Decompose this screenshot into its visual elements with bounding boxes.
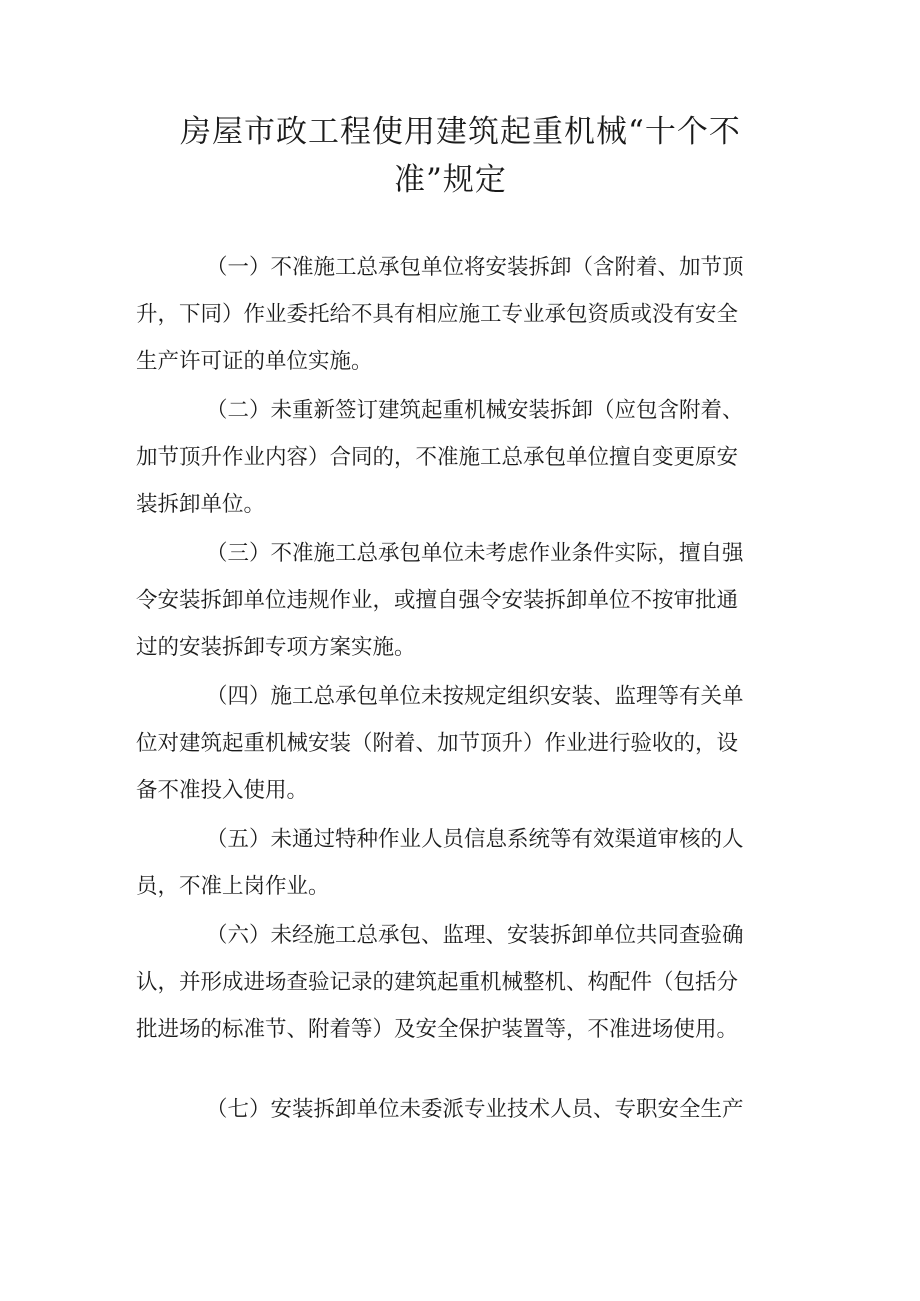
title-line: 准”规定 — [394, 162, 507, 198]
paragraph-line: 员，不准上岗作业。 — [136, 874, 330, 899]
paragraph-line: 认，并形成进场查验记录的建筑起重机械整机、构配件（包括分 — [136, 970, 739, 995]
paragraph-4 — [136, 673, 796, 814]
paragraph-line: 备不准投入使用。 — [136, 778, 309, 803]
paragraph-line: 令安装拆卸单位违规作业，或擅自强令安装拆卸单位不按审批通 — [136, 588, 739, 613]
paragraph-2 — [136, 387, 796, 528]
paragraph-7 — [136, 1086, 796, 1133]
paragraph-line: 过的安装拆卸专项方案实施。 — [136, 635, 416, 660]
paragraph-line: 装拆卸单位。 — [136, 492, 266, 517]
paragraph-3 — [136, 530, 796, 671]
paragraph-line: 加节顶升作业内容）合同的，不准施工总承包单位擅自变更原安 — [136, 445, 739, 470]
paragraph-line: （三）不准施工总承包单位未考虑作业条件实际，擅自强 — [206, 541, 744, 566]
paragraph-line: （二）未重新签订建筑起重机械安装拆卸（应包含附着、 — [206, 398, 744, 423]
paragraph-line: （四）施工总承包单位未按规定组织安装、监理等有关单 — [206, 684, 744, 709]
paragraph-line: 升，下同）作业委托给不具有相应施工专业承包资质或没有安全 — [136, 302, 739, 327]
title-line: 房屋市政工程使用建筑起重机械“十个不 — [180, 114, 741, 150]
paragraph-line: 位对建筑起重机械安装（附着、加节顶升）作业进行验收的，设 — [136, 731, 739, 756]
paragraph-line: （六）未经施工总承包、监理、安装拆卸单位共同查验确 — [206, 923, 744, 948]
paragraph-6 — [136, 912, 796, 1053]
paragraph-line: 批进场的标准节、附着等）及安全保护装置等，不准进场使用。 — [136, 1017, 739, 1042]
paragraph-line: （一）不准施工总承包单位将安装拆卸（含附着、加节顶 — [206, 255, 744, 280]
paragraph-line: （五）未通过特种作业人员信息系统等有效渠道审核的人 — [206, 827, 744, 852]
paragraph-line: （七）安装拆卸单位未委派专业技术人员、专职安全生产 — [206, 1097, 744, 1122]
paragraph-1 — [136, 244, 796, 385]
document-title — [180, 108, 750, 204]
paragraph-line: 生产许可证的单位实施。 — [136, 349, 373, 374]
paragraph-5 — [136, 816, 796, 910]
